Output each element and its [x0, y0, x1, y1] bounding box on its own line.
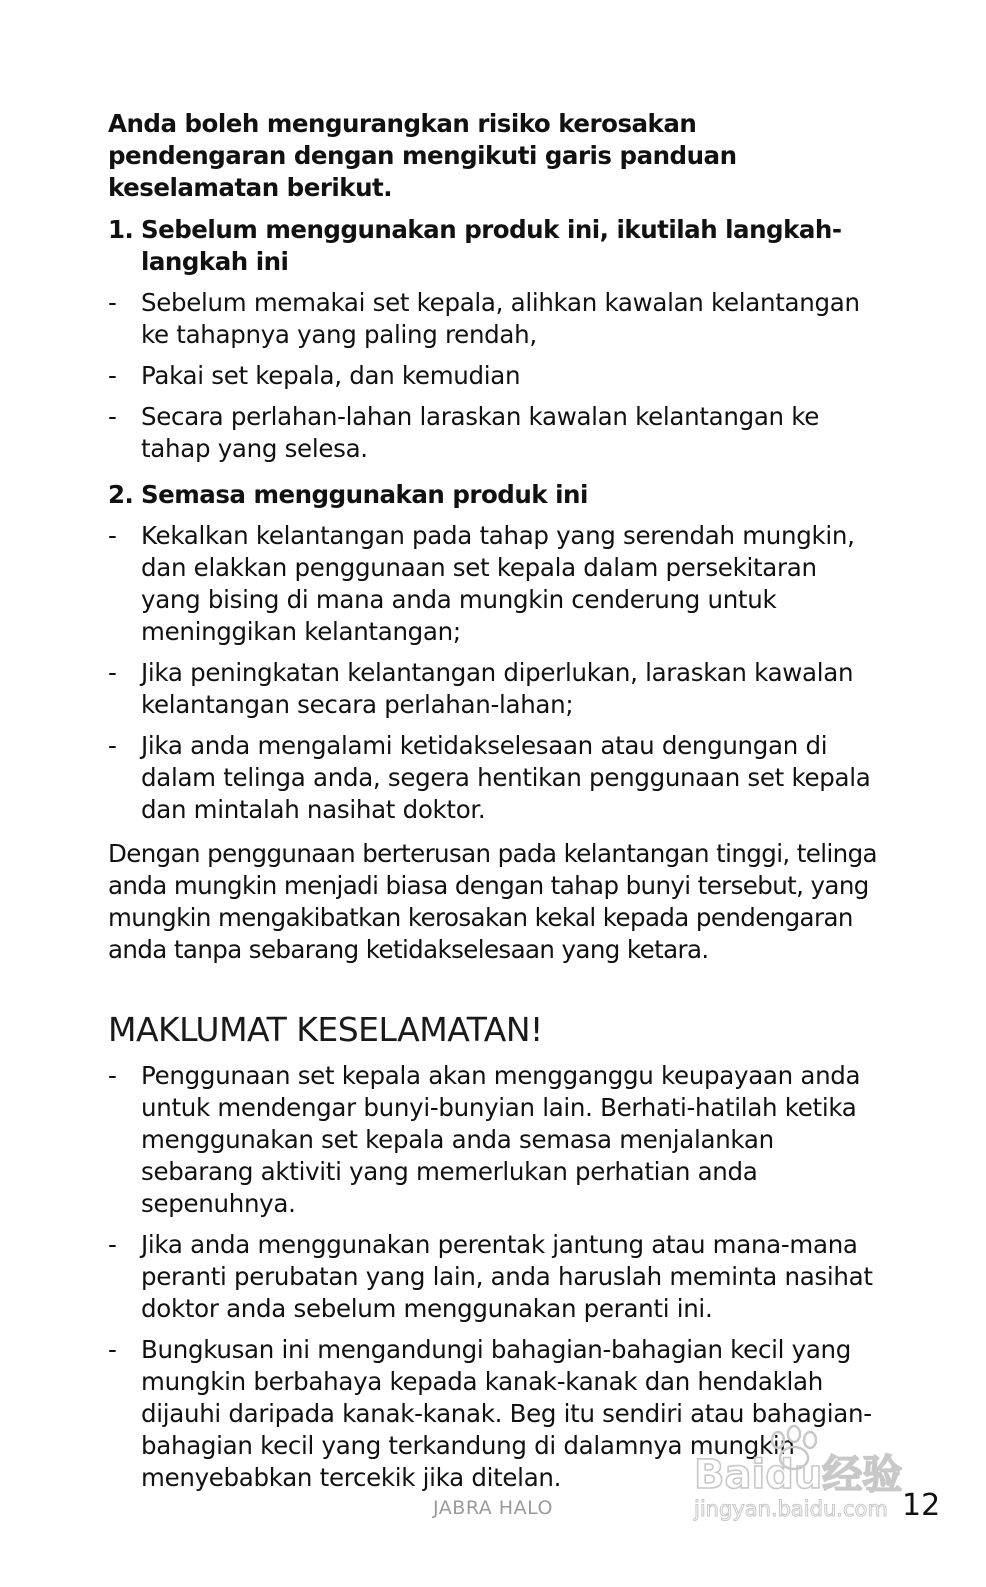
bullet-dash: -: [108, 521, 117, 550]
step-1-number: 1.: [108, 215, 134, 244]
list-item: [108, 657, 878, 721]
step-2-number: 2.: [108, 480, 134, 509]
list-item-text: Secara perlahan-lahan laraskan kawalan kelantangan ke tahap yang selesa.: [141, 402, 820, 463]
step-2-heading: [108, 479, 878, 511]
list-item-text: Bungkusan ini mengandungi bahagian-bahagian kecil yang mungkin berbahaya kepada kanak-kanak dan hendaklah dijauhi daripada kanak-kanak. Beg itu sendiri atau bahagian-bahagian kecil yang terkandung di dalamnya mungkin menyebabkan tercekik jika ditelan.: [141, 1335, 872, 1492]
bullet-dash: -: [108, 658, 117, 687]
bullet-dash: -: [108, 288, 117, 317]
list-item: [108, 360, 878, 392]
list-item: [108, 401, 878, 465]
bullet-dash: -: [108, 1335, 117, 1364]
list-item: [108, 1060, 878, 1220]
list-item-text: Jika anda menggunakan perentak jantung atau mana-mana peranti perubatan yang lain, anda haruslah meminta nasihat doktor anda sebelum menggunakan peranti ini.: [141, 1230, 873, 1323]
document-page: [108, 108, 878, 1503]
bullet-dash: -: [108, 361, 117, 390]
bullet-dash: -: [108, 731, 117, 760]
closing-paragraph: Dengan penggunaan berterusan pada kelantangan tinggi, telinga anda mungkin menjadi biasa dengan tahap bunyi tersebut, yang mungkin mengakibatkan kerosakan kekal kepada pendengaran anda tanpa sebarang ketidakselesaan yang ketara.: [108, 839, 877, 964]
list-item: [108, 1229, 878, 1325]
intro-paragraph: Anda boleh mengurangkan risiko kerosakan pendengaran dengan mengikuti garis panduan keselamatan berikut.: [108, 109, 737, 202]
safety-section-title: MAKLUMAT KESELAMATAN!: [108, 1010, 543, 1049]
list-item: [108, 520, 878, 648]
list-item-text: Jika anda mengalami ketidakselesaan atau dengungan di dalam telinga anda, segera hentikan penggunaan set kepala dan mintalah nasihat doktor.: [141, 731, 871, 824]
list-item-text: Pakai set kepala, dan kemudian: [141, 361, 521, 390]
list-item: [108, 287, 878, 351]
step-2-title: Semasa menggunakan produk ini: [141, 480, 588, 509]
list-item-text: Sebelum memakai set kepala, alihkan kawalan kelantangan ke tahapnya yang paling rendah,: [141, 288, 860, 349]
watermark-logo-text: Baidu经验: [694, 1452, 903, 1498]
bullet-dash: -: [108, 1230, 117, 1259]
list-item-text: Penggunaan set kepala akan mengganggu keupayaan anda untuk mendengar bunyi-bunyian lain. Berhati-hatilah ketika menggunakan set kepala anda semasa menjalankan sebarang aktiviti yang memerlukan perhatian anda sepenuhnya.: [141, 1061, 861, 1218]
page-number: 12: [902, 1488, 941, 1523]
list-item-text: Jika peningkatan kelantangan diperlukan, laraskan kawalan kelantangan secara perlahan-lahan;: [141, 658, 854, 719]
bullet-dash: -: [108, 1061, 117, 1090]
step-1-heading: [108, 214, 878, 278]
footer-brand: JABRA HALO: [433, 1497, 553, 1519]
watermark-url: jingyan.baidu.com: [694, 1497, 888, 1521]
list-item-text: Kekalkan kelantangan pada tahap yang serendah mungkin, dan elakkan penggunaan set kepala dalam persekitaran yang bising di mana anda mungkin cenderung untuk meninggikan kelantangan;: [141, 521, 855, 646]
step-1-title: Sebelum menggunakan produk ini, ikutilah langkah-langkah ini: [141, 215, 842, 276]
bullet-dash: -: [108, 402, 117, 431]
list-item: [108, 730, 878, 826]
